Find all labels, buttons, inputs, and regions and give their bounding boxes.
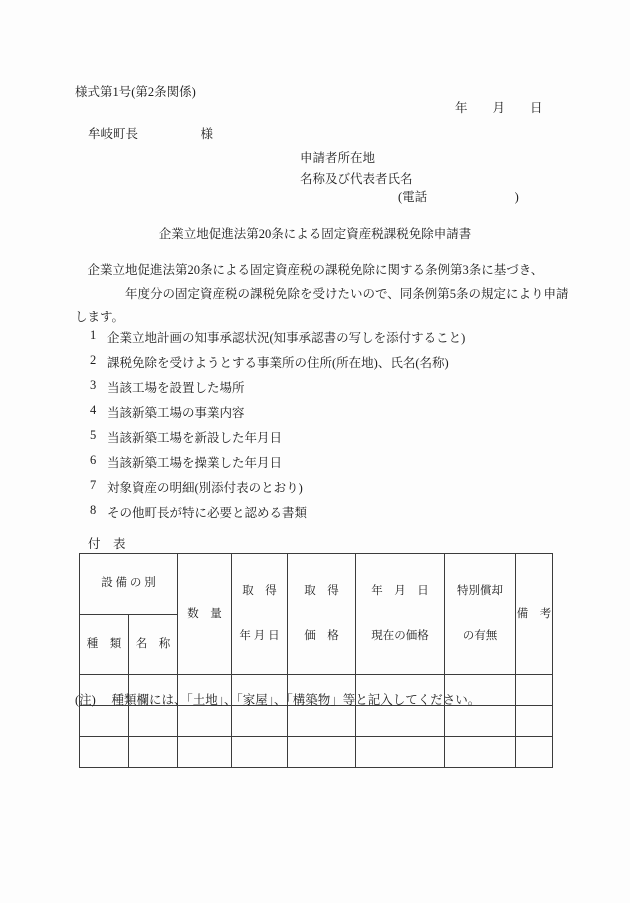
appendix-table-label: 付 表 [88,537,126,551]
table-cell [232,706,288,737]
list-item-text: その他町長が特に必要と認める書類 [107,506,308,520]
header-remarks: 備 考 [516,554,553,675]
list-item [90,353,465,378]
table-cell [129,706,178,737]
table-cell [516,675,553,706]
appendix-table [79,553,553,768]
table-cell [356,737,445,768]
paragraph-line-2: 年度分の固定資産税の課税免除を受けたいので、同条例第5条の規定により申請 [75,286,569,301]
table-cell [516,706,553,737]
list-item-number: 1 [90,328,97,342]
addressee-line: 牟岐町長 様 [88,127,214,141]
table-cell [288,706,356,737]
date-line: 年 月 日 [455,101,543,115]
list-item-number: 6 [90,453,97,467]
header-acquisition-date-line1: 取 得 [242,585,277,597]
table-row [80,706,553,737]
form-number: 様式第1号(第2条関係) [75,85,196,99]
document-title: 企業立地促進法第20条による固定資産税課税免除申請書 [158,227,472,241]
header-acquisition-date [232,554,288,675]
applicant-address-label: 申請者所在地 [300,151,376,165]
header-special-depreciation-line1: 特別償却 [457,585,503,597]
footnote: (注) 種類欄には、「土地」、「家屋」、「構築物」等と記入してください。 [75,693,481,707]
list-item-text: 当該新築工場の事業内容 [107,406,245,420]
table-cell [80,706,129,737]
list-item-number: 2 [90,353,97,367]
header-special-depreciation [445,554,516,675]
table-cell [178,706,232,737]
table-cell [516,737,553,768]
table-cell [178,737,232,768]
table-cell [445,737,516,768]
header-name: 名 称 [129,614,178,675]
body-paragraph [75,259,569,330]
list-item [90,403,465,428]
list-item-number: 8 [90,503,97,517]
list-item-text: 当該新築工場を新設した年月日 [107,431,283,445]
header-quantity: 数 量 [178,554,232,675]
list-item-number: 5 [90,428,97,442]
paragraph-line-1: 企業立地促進法第20条による固定資産税の課税免除に関する条例第3条に基づき、 [75,263,544,277]
list-item-text: 課税免除を受けようとする事業所の住所(所在地)、氏名(名称) [107,356,449,370]
list-item-text: 対象資産の明細(別添付表のとおり) [107,481,303,495]
header-current-value-line1: 年 月 日 [371,585,429,597]
list-item [90,503,465,528]
list-item-text: 企業立地計画の知事承認状況(知事承認書の写しを添付すること) [107,331,466,345]
table-header-row-1 [80,554,553,615]
list-item [90,428,465,453]
paragraph-line-3: します。 [75,310,125,324]
list-item-text: 当該工場を設置した場所 [107,381,245,395]
header-acquisition-date-line2: 年 月 日 [239,630,280,642]
list-item [90,453,465,478]
required-items-list [90,328,465,528]
table-cell [129,737,178,768]
header-acquisition-price-line2: 価 格 [304,630,339,642]
header-current-value-line2: 現在の価格 [371,630,429,642]
phone-label: (電話 ) [398,190,519,204]
table-row [80,737,553,768]
applicant-name-label: 名称及び代表者氏名 [300,172,413,186]
header-acquisition-price [288,554,356,675]
list-item-number: 3 [90,378,97,392]
header-equipment-group: 設 備 の 別 [80,554,178,615]
table-cell [445,706,516,737]
table-cell [232,737,288,768]
header-special-depreciation-line2: の有無 [462,630,498,642]
list-item [90,478,465,503]
list-item [90,328,465,353]
header-acquisition-price-line1: 取 得 [304,585,339,597]
table-cell [356,706,445,737]
table-cell [80,737,129,768]
list-item-text: 当該新築工場を操業した年月日 [107,456,283,470]
list-item-number: 4 [90,403,97,417]
header-kind: 種 類 [80,614,129,675]
list-item [90,378,465,403]
header-current-value [356,554,445,675]
table-cell [288,737,356,768]
list-item-number: 7 [90,478,97,492]
